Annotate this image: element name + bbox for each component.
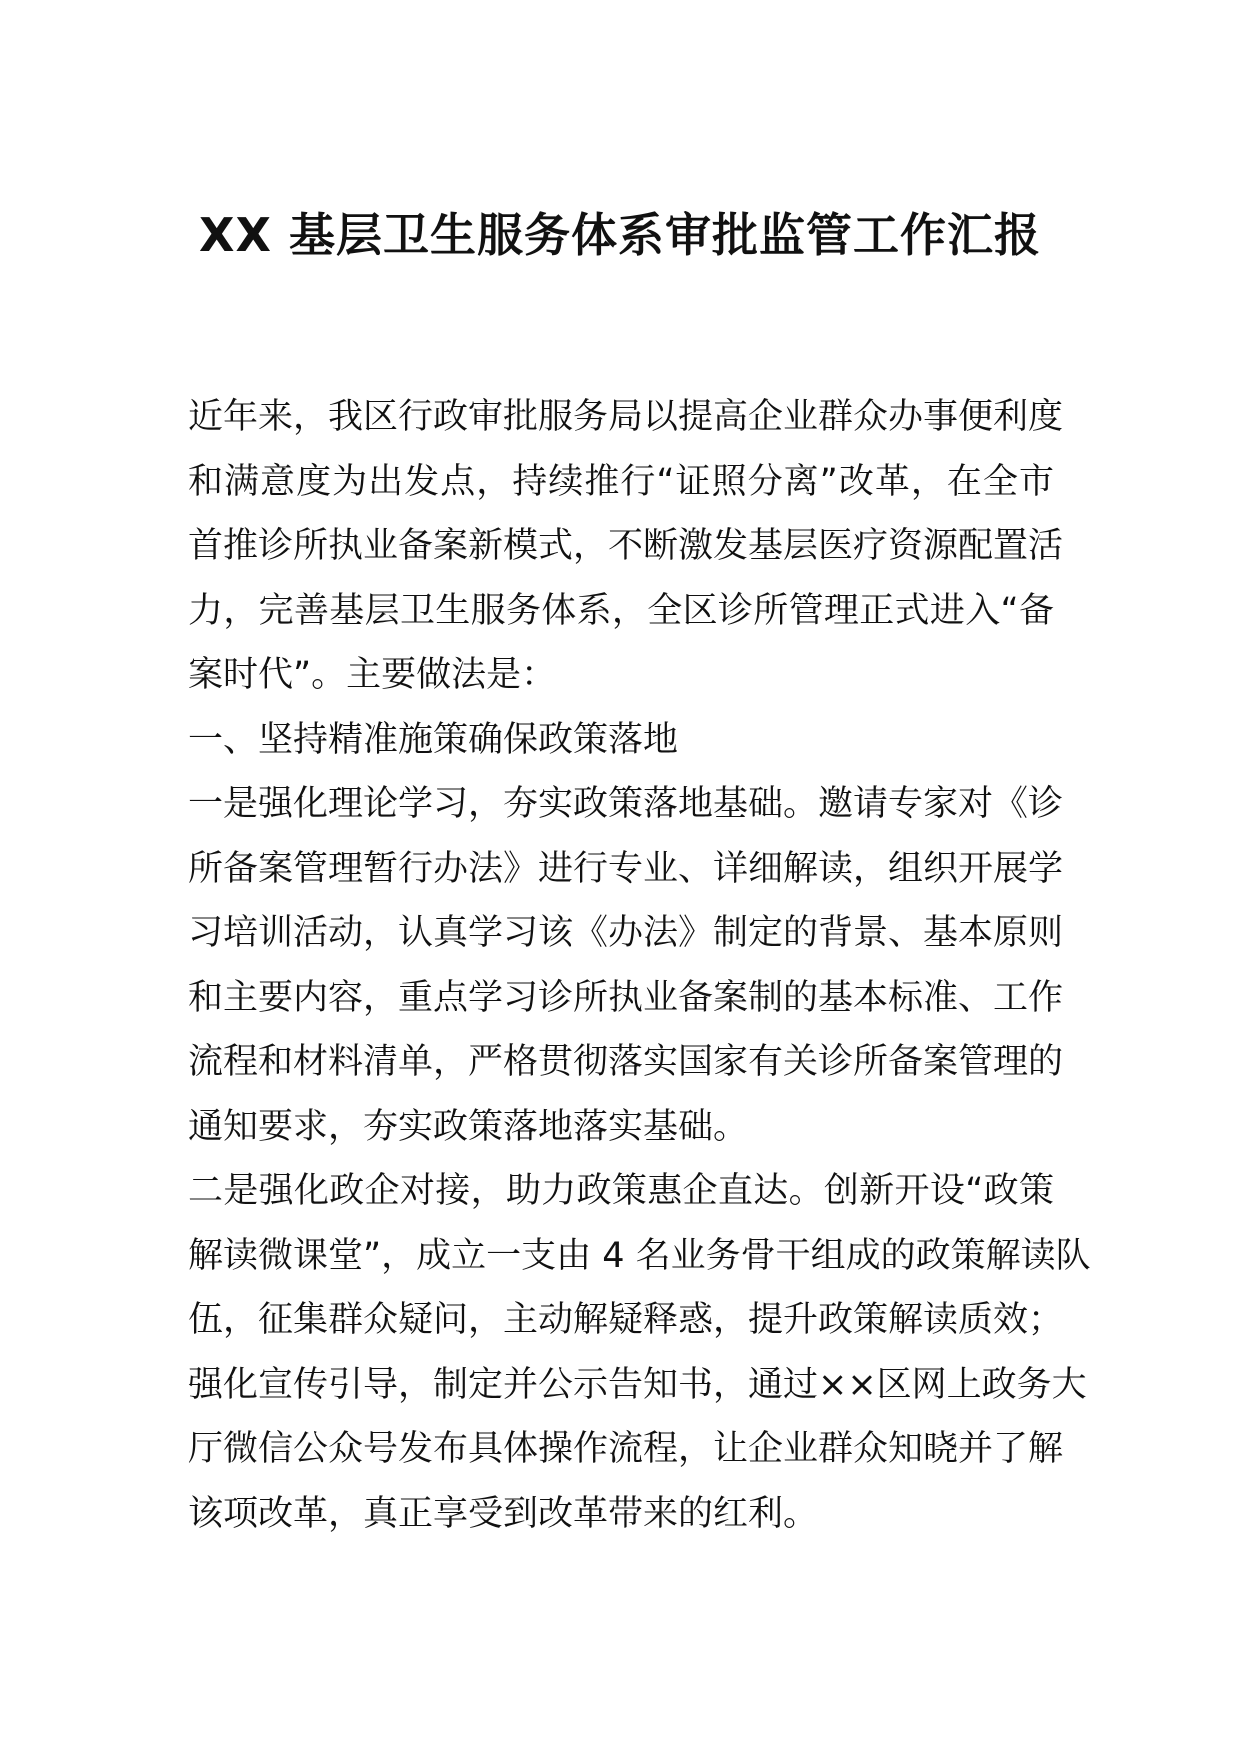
text-line: 解读微课堂”，成立一支由 4 名业务骨干组成的政策解读队 — [188, 1235, 1091, 1276]
text-line: 习培训活动，认真学习该《办法》制定的背景、基本原则 — [188, 913, 1064, 953]
text-line: 一是强化理论学习，夯实政策落地基础。邀请专家对《诊 — [188, 784, 1064, 824]
section-heading-text: 一、坚持精准施策确保政策落地 — [188, 719, 679, 760]
paragraph-point-one — [188, 772, 1064, 1159]
text-line: 通知要求，夯实政策落地落实基础。 — [188, 1106, 749, 1147]
text-line: 二是强化政企对接，助力政策惠企直达。创新开设“政策 — [188, 1171, 1054, 1211]
text-line: 和主要内容，重点学习诊所执业备案制的基本标准、工作 — [188, 977, 1064, 1018]
text-line: 该项改革，真正享受到改革带来的红利。 — [188, 1493, 819, 1534]
document-body — [188, 385, 1091, 1546]
text-line: 力，完善基层卫生服务体系，全区诊所管理正式进入“备 — [188, 590, 1054, 631]
text-line: 和满意度为出发点，持续推行“证照分离”改革，在全市 — [188, 461, 1054, 502]
text-line: 厅微信公众号发布具体操作流程，让企业群众知晓并了解 — [188, 1429, 1064, 1469]
text-line: 所备案管理暂行办法》进行专业、详细解读，组织开展学 — [188, 848, 1064, 889]
text-line: 强化宣传引导，制定并公示告知书，通过××区网上政务大 — [188, 1364, 1087, 1405]
text-line: 首推诊所执业备案新模式，不断激发基层医疗资源配置活 — [188, 526, 1064, 566]
text-line: 案时代”。主要做法是： — [188, 655, 557, 695]
text-line: 伍，征集群众疑问，主动解疑释惑，提升政策解读质效； — [188, 1300, 1064, 1340]
text-line: 近年来，我区行政审批服务局以提高企业群众办事便利度 — [188, 397, 1064, 437]
paragraph-intro — [188, 385, 1064, 708]
text-line: 流程和材料清单，严格贯彻落实国家有关诊所备案管理的 — [188, 1042, 1064, 1082]
section-heading — [188, 708, 1054, 773]
paragraph-point-two — [188, 1159, 1091, 1546]
document-title: XX 基层卫生服务体系审批监管工作汇报 — [199, 208, 1041, 262]
